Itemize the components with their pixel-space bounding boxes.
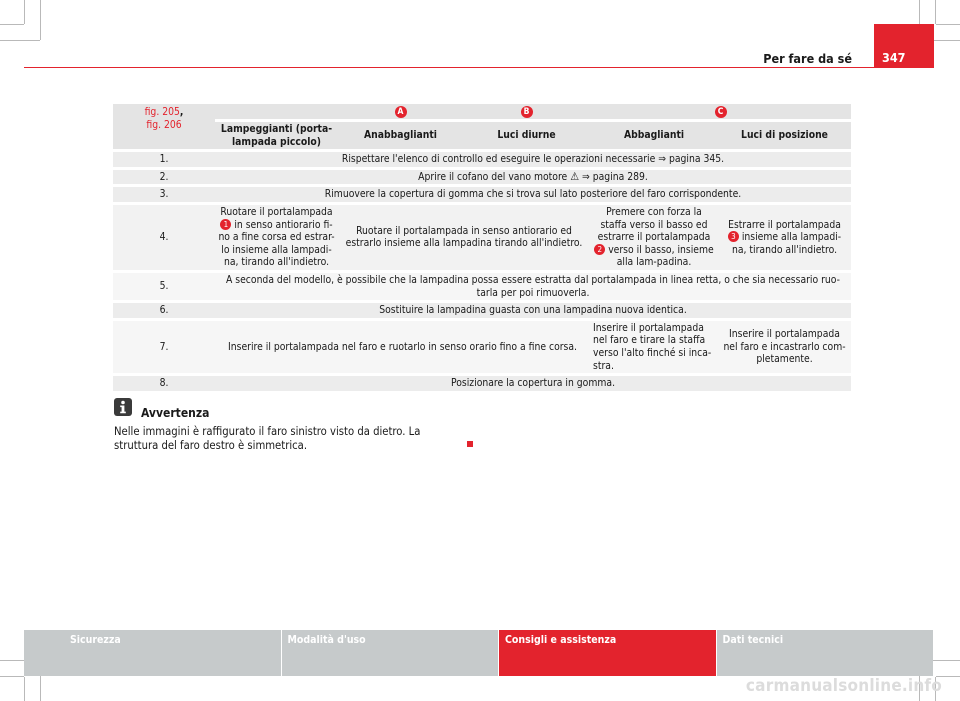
step-text: Inserire il portalampada nel faro e ruotarlo in senso orario fino a fine corsa. bbox=[215, 321, 590, 373]
crop-mark bbox=[0, 676, 24, 677]
note-text: Nelle immagini è raffigurato il faro sinistro visto da dietro. La struttura del faro destro è simmetrica. bbox=[114, 425, 421, 452]
step-text: Ruotare il portalampada 1 in senso antiorario fi-no a fine corsa ed estrar-lo insieme alla lampadi-na, tirando all'indietro. bbox=[215, 205, 338, 270]
letter-a-marker: A bbox=[395, 106, 407, 118]
table-row bbox=[113, 170, 851, 185]
header-rule bbox=[24, 67, 874, 68]
letter-c-marker: C bbox=[715, 106, 727, 118]
letter-b-cell bbox=[463, 104, 590, 119]
step-number: 7. bbox=[113, 321, 215, 373]
step-number: 6. bbox=[113, 303, 215, 318]
table-header-row bbox=[113, 104, 851, 119]
callout-3: 3 bbox=[728, 231, 739, 242]
letter-b-marker: B bbox=[521, 106, 533, 118]
section-title: Per fare da sé bbox=[763, 51, 852, 66]
step-text: Premere con forza la staffa verso il basso ed estrarre il portalampada 2 verso il basso, insieme alla lam-padina. bbox=[590, 205, 718, 270]
column-header: Abbaglianti bbox=[590, 122, 718, 149]
table-row bbox=[113, 187, 851, 202]
figure-reference-cell: fig. 205, fig. 206 bbox=[113, 104, 215, 149]
callout-1: 1 bbox=[220, 219, 231, 230]
step-text: Inserire il portalampada nel faro e incastrarlo com-pletamente. bbox=[718, 321, 851, 373]
column-header: Luci di posizione bbox=[718, 122, 851, 149]
note-title: Avvertenza bbox=[141, 406, 210, 420]
step-text: Ruotare il portalampada in senso antiorario ed estrarlo insieme alla lampadina tirando all'indietro. bbox=[338, 205, 590, 270]
page-number: 347 bbox=[874, 24, 934, 68]
crop-mark bbox=[40, 0, 41, 40]
step-text: Rispettare l'elenco di controllo ed eseguire le operazioni necessarie ⇒ pagina 345. bbox=[215, 152, 851, 167]
step-text: Aprire il cofano del vano motore ⚠ ⇒ pagina 289. bbox=[215, 170, 851, 185]
crop-mark bbox=[0, 40, 40, 41]
crop-mark bbox=[0, 24, 24, 25]
step-number: 1. bbox=[113, 152, 215, 167]
figure-link-206[interactable]: fig. 206 bbox=[146, 118, 182, 131]
footer-tab-sicurezza[interactable]: Sicurezza bbox=[24, 630, 281, 676]
step-number: 2. bbox=[113, 170, 215, 185]
step-text: Sostituire la lampadina guasta con una lampadina nuova identica. bbox=[215, 303, 851, 318]
table-row bbox=[113, 205, 851, 270]
column-header: Anabbaglianti bbox=[338, 122, 463, 149]
bulb-replacement-table bbox=[113, 101, 851, 394]
table-row bbox=[113, 376, 851, 391]
crop-mark bbox=[936, 24, 960, 25]
footer-tab-dati-tecnici[interactable]: Dati tecnici bbox=[717, 630, 934, 676]
step-text: Rimuovere la copertura di gomma che si trova sul lato posteriore del faro corrispondente. bbox=[215, 187, 851, 202]
crop-mark bbox=[935, 0, 936, 24]
step-number: 4. bbox=[113, 205, 215, 270]
end-of-section-marker bbox=[467, 441, 473, 447]
step-text: A seconda del modello, è possibile che la lampadina possa essere estratta dal portalampada in linea retta, o che sia necessario ruo-tarla per poi rimuoverla. bbox=[215, 273, 851, 300]
step-text: Posizionare la copertura in gomma. bbox=[215, 376, 851, 391]
step-number: 8. bbox=[113, 376, 215, 391]
crop-mark bbox=[24, 0, 25, 24]
table-row bbox=[113, 152, 851, 167]
figure-link-205[interactable]: fig. 205 bbox=[144, 106, 180, 118]
info-note-icon bbox=[114, 398, 132, 416]
watermark: carmanualsonline.info bbox=[745, 676, 942, 696]
letter-c-cell bbox=[590, 104, 851, 119]
step-text: Estrarre il portalampada 3 insieme alla lampadi-na, tirando all'indietro. bbox=[718, 205, 851, 270]
letter-a-cell bbox=[338, 104, 463, 119]
step-text: Inserire il portalampada nel faro e tirare la staffa verso l'alto finché si inca-stra. bbox=[590, 321, 718, 373]
callout-2: 2 bbox=[594, 244, 605, 255]
step-number: 3. bbox=[113, 187, 215, 202]
table-column-row bbox=[113, 122, 851, 149]
crop-mark bbox=[24, 677, 25, 701]
column-header: Lampeggianti (porta-lampada piccolo) bbox=[215, 122, 338, 149]
footer-tab-modalita-uso[interactable]: Modalità d'uso bbox=[282, 630, 499, 676]
footer-navigation bbox=[24, 630, 934, 676]
step-number: 5. bbox=[113, 273, 215, 300]
table-row bbox=[113, 321, 851, 373]
table-row bbox=[113, 273, 851, 300]
footer-tab-consigli-assistenza[interactable]: Consigli e assistenza bbox=[499, 630, 716, 676]
column-header: Luci diurne bbox=[463, 122, 590, 149]
empty-letter-cell bbox=[215, 104, 338, 119]
warning-triangle-icon: ⚠ bbox=[570, 169, 580, 183]
table-row bbox=[113, 303, 851, 318]
